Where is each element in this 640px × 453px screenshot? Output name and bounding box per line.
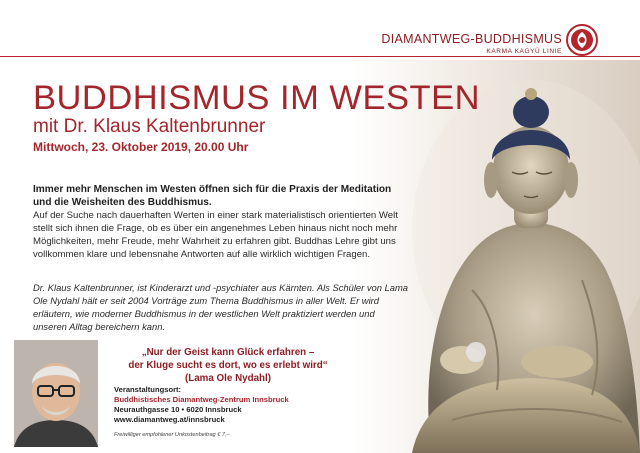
venue-label: Veranstaltungsort:: [114, 385, 182, 394]
venue-info: [114, 385, 289, 425]
brand-tagline: KARMA KAGYÜ LINIE: [486, 48, 562, 55]
speaker-bio: Dr. Klaus Kaltenbrunner, ist Kinderarzt und -psychiater aus Kärnten. Als Schüler von Lama Ole Nydahl hält er seit 2004 Vorträge zum Thema Buddhismus in aller Welt. Er wird erläutern, wie moderner Buddhismus in der westlichen Welt praktiziert werden und unseren Alltag bereichern kann.: [33, 282, 409, 333]
body-paragraph: Auf der Suche nach dauerhaften Werten in einer stark materialistisch orientierten Welt stellt sich ihnen die Frage, ob es über ein angenehmes Leben hinaus nicht noch mehr Möglichkeiten, mehr Freude, mehr Wahrheit zu erfahren gibt. Buddhas Lehre gibt uns vollkommen klare und lebensnahe Antworten auf alle wirklich wichtigen Fragen.: [33, 210, 398, 261]
buddha-statue-photo: [392, 60, 640, 453]
speaker-portrait-photo: [14, 340, 98, 447]
quote-author: (Lama Ole Nydahl): [184, 372, 271, 384]
diamond-way-logo-icon: [566, 24, 598, 56]
venue-address: Neurauthgasse 10 • 6020 Innsbruck: [114, 405, 242, 415]
venue-website-link[interactable]: www.diamantweg.at/innsbruck: [114, 415, 225, 425]
page-subtitle: mit Dr. Klaus Kaltenbrunner: [33, 116, 266, 137]
venue-name: Buddhistisches Diamantweg-Zentrum Innsbruck: [114, 395, 289, 405]
brand: [381, 32, 562, 55]
brand-name: DIAMANTWEG-BUDDHISMUS: [381, 32, 562, 46]
quote: [118, 347, 338, 385]
lead-paragraph: Immer mehr Menschen im Westen öffnen sich für die Praxis der Meditation und die Weisheiten des Buddhismus.: [33, 184, 392, 208]
fee-note: Freiwilliger empfohlener Unkostenbeitrag € 7,–: [114, 432, 230, 438]
page-title: BUDDHISMUS IM WESTEN: [33, 79, 481, 117]
quote-line: der Kluge sucht es dort, wo es erlebt wird“: [128, 359, 328, 371]
quote-line: „Nur der Geist kann Glück erfahren –: [141, 347, 315, 358]
header-rule: [0, 56, 640, 57]
event-date: Mittwoch, 23. Oktober 2019, 20.00 Uhr: [33, 140, 249, 154]
